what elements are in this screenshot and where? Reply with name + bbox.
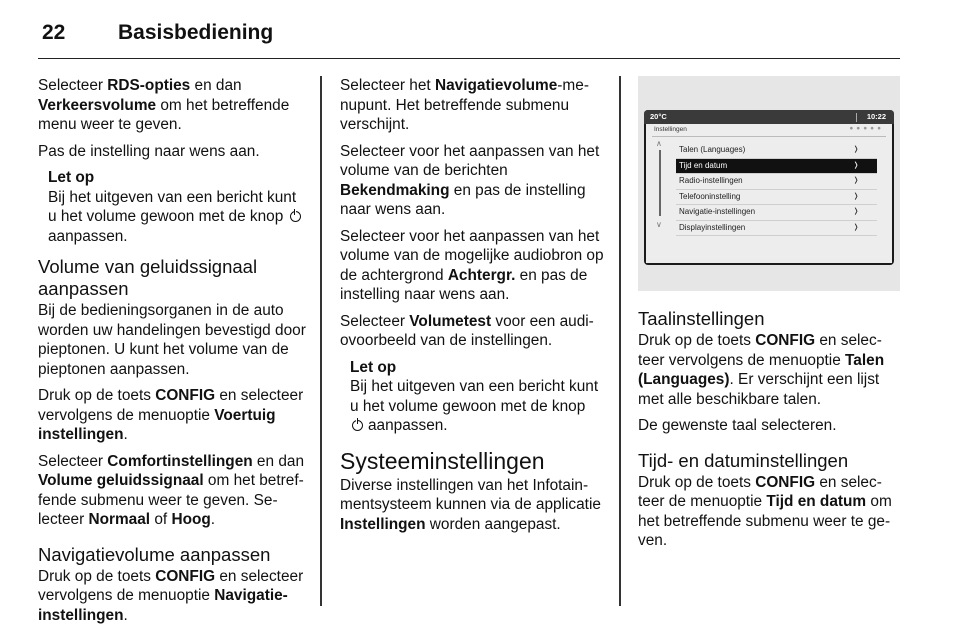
- page-title: Basisbediening: [118, 21, 274, 44]
- paragraph: Druk op de toets CONFIG en selecteer de menuoptie Tijd en datum om het betreffende submenu weer te geven.: [638, 473, 892, 549]
- screen-divider: [652, 136, 886, 137]
- screen-title: Instellingen: [654, 126, 687, 133]
- page-number: 22: [42, 21, 66, 44]
- section-heading: Taalinstellingen: [638, 308, 765, 329]
- chapter-heading: Systeeminstellingen: [340, 447, 545, 474]
- note-text: Bij het uitgeven van een bericht kunt u het volume gewoon met de knop aanpassen.: [350, 378, 599, 434]
- column-1: [38, 76, 306, 632]
- clock-readout: 10:22: [866, 112, 886, 121]
- note-text: Bij het uitgeven van een bericht kunt u het volume gewoon met de knop aanpassen.: [48, 188, 306, 247]
- paragraph: Druk op de toets CONFIG en selecteer vervolgens de menuoptie Navigatie-instellingen.: [38, 567, 304, 624]
- menu-item[interactable]: Displayinstellingen ❭: [676, 221, 877, 237]
- paragraph: Selecteer Volumetest voor een audiovoorbeeld van de instellingen.: [340, 312, 594, 349]
- menu-item[interactable]: Radio-instellingen ❭: [676, 174, 877, 190]
- paragraph: Diverse instellingen van het Infotainmentsysteem kunnen via de applicatie Instellingen worden aangepast.: [340, 476, 601, 533]
- menu-item[interactable]: Talen (Languages) ❭: [676, 143, 877, 159]
- chevron-right-icon: ❭: [853, 161, 859, 169]
- section-heading: Navigatievolume aanpassen: [38, 543, 271, 565]
- paragraph: Selecteer voor het aanpassen van het volume van de mogelijke audiobron op de achtergrond Achtergr. en pas de instelling naar wens aan.: [340, 227, 604, 303]
- note-title: Let op: [350, 358, 397, 376]
- section-heading: Volume van geluidssignaal aanpassen: [38, 256, 258, 299]
- note-box: [350, 358, 606, 436]
- column-3: [638, 308, 900, 558]
- menu-item[interactable]: Navigatie-instellingen ❭: [676, 205, 877, 221]
- chevron-right-icon: ❭: [853, 208, 859, 215]
- settings-menu-list: [676, 143, 877, 236]
- chevron-right-icon: ❭: [853, 146, 859, 153]
- paragraph: Bij de bedieningsorganen in de auto worden uw handelingen bevestigd door pieptonen. U kunt het volume van de pieptonen aanpassen.: [38, 302, 306, 378]
- infotainment-screen: [644, 110, 894, 265]
- paragraph: Selecteer het Navigatievolume-menupunt. Het betreffende submenu verschijnt.: [340, 77, 589, 133]
- scroll-up-icon[interactable]: ∧: [656, 139, 662, 148]
- paragraph: Selecteer RDS-opties en dan Verkeersvolume om het betreffende menu weer te geven.: [38, 77, 290, 133]
- column-2: [340, 76, 606, 541]
- menu-item-selected[interactable]: Tijd en datum ❭: [676, 159, 877, 175]
- section-heading: Tijd- en datuminstellingen: [638, 449, 849, 471]
- rotary-knob-icon: [290, 211, 301, 222]
- temperature-readout: 20°C: [650, 112, 667, 121]
- screen-status-bar: [644, 110, 894, 124]
- rotary-knob-icon: [352, 420, 363, 431]
- paragraph: Selecteer voor het aanpassen van het volume van de berichten Bekendmaking en pas de instelling naar wens aan.: [340, 142, 600, 218]
- paragraph: Druk op de toets CONFIG en selecteer vervolgens de menuoptie Voertuig instellingen.: [38, 387, 304, 443]
- settings-screen-figure: [638, 76, 900, 291]
- chevron-right-icon: ❭: [853, 192, 859, 200]
- note-box: [48, 168, 306, 246]
- paragraph: Druk op de toets CONFIG en selecteer vervolgens de menuoptie Talen (Languages). Er verschijnt een lijst met alle beschikbare talen.: [638, 332, 885, 408]
- scrollbar[interactable]: [659, 150, 661, 216]
- status-icons: ●●●●●: [849, 125, 884, 132]
- chevron-right-icon: ❭: [853, 177, 859, 184]
- status-separator: [856, 113, 857, 122]
- column-divider: [320, 76, 322, 606]
- page-header: [38, 18, 900, 59]
- paragraph: De gewenste taal selecteren.: [638, 417, 837, 434]
- paragraph: Pas de instelling naar wens aan.: [38, 142, 260, 160]
- scroll-down-icon[interactable]: ∨: [656, 220, 662, 229]
- note-title: Let op: [48, 169, 95, 186]
- screen-body: [646, 124, 892, 263]
- paragraph: Selecteer Comfortinstellingen en dan Volume geluidssignaal om het betreffende submenu weer te geven. Selecteer Normaal of Hoog.: [38, 452, 305, 528]
- column-divider: [619, 76, 621, 606]
- chevron-right-icon: ❭: [853, 223, 859, 231]
- menu-item[interactable]: Telefooninstelling ❭: [676, 190, 877, 206]
